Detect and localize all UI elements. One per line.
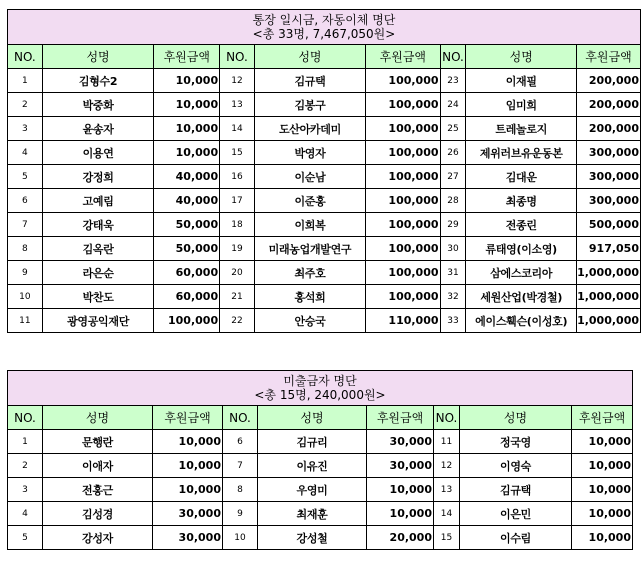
header-amount: 후원금액: [367, 406, 434, 430]
donor-name: 이애자: [43, 454, 153, 478]
row-number: 4: [8, 502, 43, 526]
header-name: 성명: [466, 45, 577, 69]
donation-amount: 40,000: [154, 165, 220, 189]
row-number: 21: [220, 285, 255, 309]
row-number: 7: [223, 454, 258, 478]
row-number: 15: [434, 526, 460, 550]
donation-amount: 30,000: [153, 502, 223, 526]
donation-amount: 1,000,000: [576, 309, 640, 333]
table-title: 통장 일시금, 자동이체 명단: [252, 13, 396, 27]
row-number: 12: [220, 69, 255, 93]
donor-name: 안승국: [254, 309, 365, 333]
table-row: [8, 93, 641, 117]
donation-amount: 100,000: [366, 93, 440, 117]
donation-amount: 40,000: [154, 189, 220, 213]
donor-name: 강성철: [258, 526, 367, 550]
table-row: [8, 189, 641, 213]
donor-name: 우영미: [258, 478, 367, 502]
table-subtitle: <총 15명, 240,000원>: [254, 388, 386, 402]
table-row: [8, 165, 641, 189]
header-no: NO.: [8, 45, 43, 69]
donor-name: 박영자: [254, 141, 365, 165]
donor-name: 김성경: [43, 502, 153, 526]
row-number: 14: [434, 502, 460, 526]
header-amount: 후원금액: [154, 45, 220, 69]
donor-name: 삼에스코리아: [466, 261, 577, 285]
row-number: 30: [440, 237, 466, 261]
row-number: 6: [223, 430, 258, 454]
row-number: 9: [8, 261, 43, 285]
row-number: 33: [440, 309, 466, 333]
donation-amount: 10,000: [153, 454, 223, 478]
donation-amount: 100,000: [366, 261, 440, 285]
donation-amount: 300,000: [576, 189, 640, 213]
donor-name: 최재훈: [258, 502, 367, 526]
donation-amount: 100,000: [366, 285, 440, 309]
donation-amount: 200,000: [576, 117, 640, 141]
table-row: [8, 285, 641, 309]
row-number: 5: [8, 526, 43, 550]
row-number: 16: [220, 165, 255, 189]
donation-amount: 10,000: [572, 454, 633, 478]
donation-amount: 10,000: [572, 430, 633, 454]
donation-amount: 10,000: [367, 502, 434, 526]
donor-name: 라은순: [42, 261, 154, 285]
header-no: NO.: [440, 45, 466, 69]
donation-amount: 100,000: [366, 213, 440, 237]
donor-name: 이희복: [254, 213, 365, 237]
table-body: [8, 69, 641, 333]
table-row: [8, 261, 641, 285]
donation-amount: 50,000: [154, 213, 220, 237]
donor-name: 김봉구: [254, 93, 365, 117]
row-number: 3: [8, 117, 43, 141]
row-number: 14: [220, 117, 255, 141]
donation-amount: 10,000: [154, 117, 220, 141]
donation-amount: 200,000: [576, 69, 640, 93]
donation-amount: 1,000,000: [576, 285, 640, 309]
donor-name: 고예림: [42, 189, 154, 213]
table-row: [8, 430, 633, 454]
donation-amount: 10,000: [154, 69, 220, 93]
donor-name: 김규리: [258, 430, 367, 454]
header-no: NO.: [223, 406, 258, 430]
header-row: [8, 406, 633, 430]
row-number: 8: [223, 478, 258, 502]
header-no: NO.: [8, 406, 43, 430]
row-number: 25: [440, 117, 466, 141]
table-row: [8, 141, 641, 165]
row-number: 17: [220, 189, 255, 213]
row-number: 26: [440, 141, 466, 165]
donor-name: 최종명: [466, 189, 577, 213]
donation-amount: 300,000: [576, 165, 640, 189]
donor-name: 강성자: [43, 526, 153, 550]
row-number: 8: [8, 237, 43, 261]
row-number: 18: [220, 213, 255, 237]
row-number: 11: [8, 309, 43, 333]
row-number: 12: [434, 454, 460, 478]
row-number: 28: [440, 189, 466, 213]
donation-amount: 10,000: [154, 141, 220, 165]
row-number: 7: [8, 213, 43, 237]
header-name: 성명: [460, 406, 572, 430]
donation-amount: 100,000: [366, 237, 440, 261]
donation-amount: 30,000: [153, 526, 223, 550]
unpaid-roster-table: [7, 370, 633, 550]
donation-amount: 10,000: [153, 430, 223, 454]
donor-name: 광영공익재단: [42, 309, 154, 333]
header-amount: 후원금액: [576, 45, 640, 69]
donation-amount: 30,000: [367, 454, 434, 478]
header-name: 성명: [42, 45, 154, 69]
header-amount: 후원금액: [366, 45, 440, 69]
donation-amount: 10,000: [154, 93, 220, 117]
row-number: 5: [8, 165, 43, 189]
donor-name: 이수림: [460, 526, 572, 550]
header-no: NO.: [434, 406, 460, 430]
donation-amount: 1,000,000: [576, 261, 640, 285]
table-row: [8, 117, 641, 141]
row-number: 6: [8, 189, 43, 213]
table-row: [8, 502, 633, 526]
donor-name: 정국영: [460, 430, 572, 454]
donation-amount: 917,050: [576, 237, 640, 261]
donor-name: 홍석희: [254, 285, 365, 309]
donor-name: 이유진: [258, 454, 367, 478]
donation-amount: 100,000: [366, 165, 440, 189]
donation-amount: 50,000: [154, 237, 220, 261]
donation-amount: 10,000: [572, 478, 633, 502]
donation-amount: 10,000: [572, 526, 633, 550]
donor-name: 제위러브유운동본: [466, 141, 577, 165]
donation-amount: 60,000: [154, 285, 220, 309]
donation-amount: 10,000: [367, 478, 434, 502]
donation-amount: 60,000: [154, 261, 220, 285]
row-number: 29: [440, 213, 466, 237]
row-number: 11: [434, 430, 460, 454]
auto-transfer-roster-table: [7, 9, 641, 333]
row-number: 22: [220, 309, 255, 333]
header-no: NO.: [220, 45, 255, 69]
donation-amount: 10,000: [572, 502, 633, 526]
donor-name: 문행란: [43, 430, 153, 454]
header-name: 성명: [43, 406, 153, 430]
donor-name: 김형수2: [42, 69, 154, 93]
donation-amount: 200,000: [576, 93, 640, 117]
donation-amount: 300,000: [576, 141, 640, 165]
row-number: 10: [223, 526, 258, 550]
table-row: [8, 213, 641, 237]
donation-amount: 20,000: [367, 526, 434, 550]
header-name: 성명: [254, 45, 365, 69]
donor-name: 이준홍: [254, 189, 365, 213]
donation-amount: 500,000: [576, 213, 640, 237]
row-number: 15: [220, 141, 255, 165]
donation-amount: 10,000: [153, 478, 223, 502]
header-name: 성명: [258, 406, 367, 430]
row-number: 32: [440, 285, 466, 309]
donor-name: 이영숙: [460, 454, 572, 478]
table-row: [8, 237, 641, 261]
row-number: 24: [440, 93, 466, 117]
donor-name: 이순남: [254, 165, 365, 189]
donor-name: 강태욱: [42, 213, 154, 237]
row-number: 23: [440, 69, 466, 93]
donor-name: 윤송자: [42, 117, 154, 141]
donor-name: 에이스훽슨(이성호): [466, 309, 577, 333]
donor-name: 세원산업(박경철): [466, 285, 577, 309]
donor-name: 최주호: [254, 261, 365, 285]
donor-name: 전홍근: [43, 478, 153, 502]
donor-name: 도산아카데미: [254, 117, 365, 141]
header-amount: 후원금액: [572, 406, 633, 430]
row-number: 19: [220, 237, 255, 261]
table-title-block: [8, 10, 641, 45]
donor-name: 박찬도: [42, 285, 154, 309]
row-number: 27: [440, 165, 466, 189]
donation-amount: 100,000: [366, 141, 440, 165]
donor-name: 이재필: [466, 69, 577, 93]
row-number: 4: [8, 141, 43, 165]
donor-name: 강정희: [42, 165, 154, 189]
table-title: 미출금자 명단: [283, 374, 357, 388]
header-row: [8, 45, 641, 69]
row-number: 2: [8, 93, 43, 117]
donor-name: 박중화: [42, 93, 154, 117]
donation-amount: 100,000: [154, 309, 220, 333]
donation-amount: 100,000: [366, 69, 440, 93]
donor-name: 전종린: [466, 213, 577, 237]
donor-name: 이은민: [460, 502, 572, 526]
donor-name: 김규택: [254, 69, 365, 93]
donor-name: 류태영(이소영): [466, 237, 577, 261]
row-number: 3: [8, 478, 43, 502]
table-row: [8, 69, 641, 93]
row-number: 13: [434, 478, 460, 502]
donor-name: 미래농업개발연구: [254, 237, 365, 261]
donor-name: 김대운: [466, 165, 577, 189]
table-subtitle: <총 33명, 7,467,050원>: [252, 27, 396, 41]
row-number: 1: [8, 69, 43, 93]
row-number: 20: [220, 261, 255, 285]
donation-amount: 30,000: [367, 430, 434, 454]
row-number: 31: [440, 261, 466, 285]
donor-name: 임미희: [466, 93, 577, 117]
table-row: [8, 526, 633, 550]
table-body: [8, 430, 633, 550]
donor-name: 김규택: [460, 478, 572, 502]
donor-name: 트레놀로지: [466, 117, 577, 141]
table-row: [8, 454, 633, 478]
table-row: [8, 309, 641, 333]
row-number: 13: [220, 93, 255, 117]
donor-name: 김옥란: [42, 237, 154, 261]
row-number: 1: [8, 430, 43, 454]
donation-amount: 110,000: [366, 309, 440, 333]
row-number: 10: [8, 285, 43, 309]
donation-amount: 100,000: [366, 117, 440, 141]
row-number: 2: [8, 454, 43, 478]
header-amount: 후원금액: [153, 406, 223, 430]
table-row: [8, 478, 633, 502]
table-title-block: [8, 371, 633, 406]
donation-amount: 100,000: [366, 189, 440, 213]
donor-name: 이용연: [42, 141, 154, 165]
row-number: 9: [223, 502, 258, 526]
